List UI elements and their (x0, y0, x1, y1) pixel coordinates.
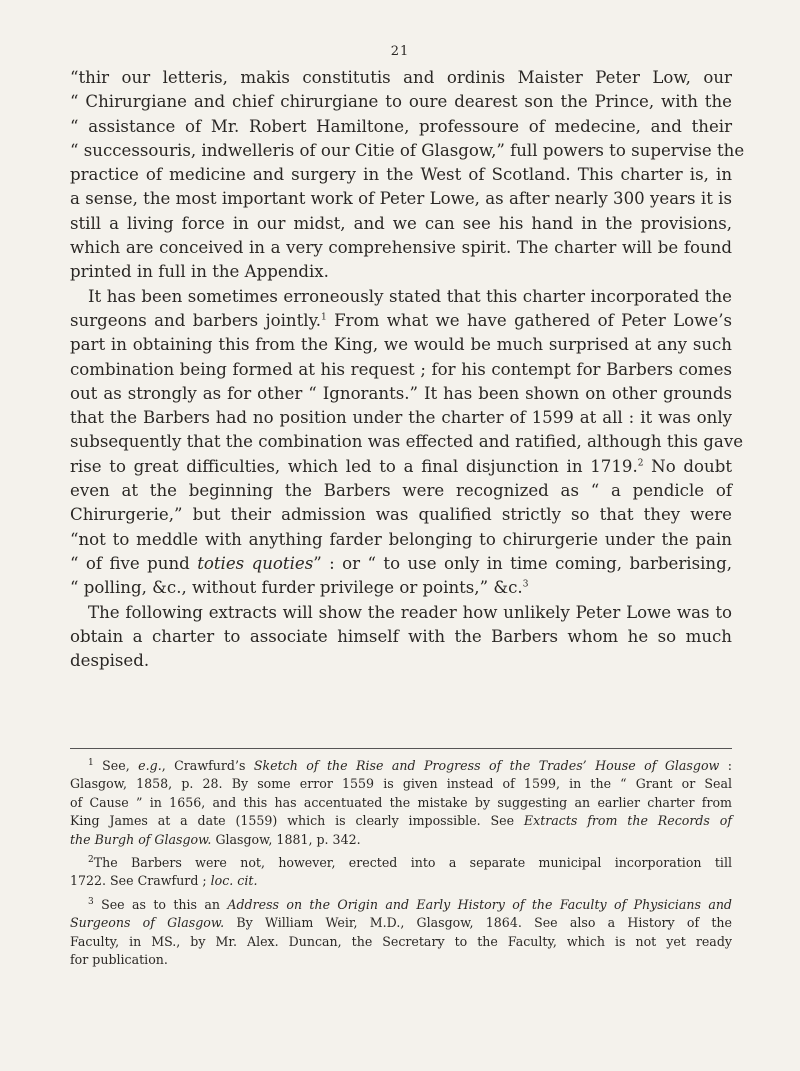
italic-phrase: Sketch of the Rise and Progress of the Trades’ House of Glasgow (253, 758, 720, 773)
text-segment: From what we have gathered of Peter Lowe’s (326, 310, 732, 330)
text-line: printed in full in the Appendix. (70, 262, 329, 282)
text-line: “ successouris, indwelleris of our Citie of Glasgow,” full powers to supervise the (70, 140, 745, 160)
text-segment: “ of five pund (70, 553, 198, 573)
text-line (70, 455, 732, 479)
body-text (70, 66, 745, 673)
italic-phrase: Address on the Origin and Early History of the Faculty of Physicians and (227, 896, 732, 912)
text-line: “ assistance of Mr. Robert Hamiltone, professoure of medecine, and their (70, 116, 732, 136)
footnote-ref: 2 (637, 458, 644, 469)
text-line: “thir our letteris, makis constitutis and ordinis Maister Peter Low, our (70, 68, 732, 87)
footnote-line (70, 872, 732, 890)
text-line (70, 552, 732, 576)
text-line (70, 309, 732, 333)
text-line: obtain a charter to associate himself with the Barbers whom he so much (70, 626, 732, 646)
text-line: still a living force in our midst, and we can see his hand in the provisions, (70, 213, 732, 233)
text-line: “not to meddle with anything farder belonging to chirurgerie under the pain (70, 529, 732, 549)
footnote-line (70, 854, 732, 872)
footnote-2 (70, 854, 732, 891)
footnote-line (70, 914, 732, 932)
footnote-ref: 3 (522, 579, 529, 590)
text-line: even at the beginning the Barbers were recognized as “ a pendicle of (70, 481, 732, 501)
footnote-mark: 1 (88, 757, 94, 768)
italic-phrase: loc. cit. (210, 873, 258, 889)
text-segment: See, (93, 758, 139, 773)
footnote-mark: 3 (88, 896, 94, 907)
text-line (70, 576, 732, 600)
footnote-line (70, 812, 732, 830)
text-segment: : (719, 758, 733, 773)
text-line: combination being formed at his request ; for his contempt for Barbers comes (70, 359, 732, 379)
text-segment: The Barbers were not, however, erected into a separate municipal incorporation till (93, 855, 732, 871)
text-line: The following extracts will show the reader how unlikely Peter Lowe was to (88, 602, 732, 622)
text-segment: rise to great difficulties, which led to a final disjunction in 1719. (70, 456, 638, 476)
italic-phrase: e.g. (138, 758, 162, 773)
text-segment: Glasgow, 1881, p. 342. (211, 831, 361, 847)
text-line: which are conceived in a very comprehensive spirit. The charter will be found (70, 238, 732, 258)
footnote-line: of Cause ” in 1656, and this has accentuated the mistake by suggesting an earlier charter from (70, 794, 732, 810)
text-segment: King James at a date (1559) which is clearly impossible. See (70, 813, 524, 829)
text-line: “ Chirurgiane and chief chirurgiane to oure dearest son the Prince, with the (70, 92, 732, 112)
text-line: It has been sometimes erroneously stated that this charter incorporated the (88, 286, 732, 306)
footnote-line: Glasgow, 1858, p. 28. By some error 1559 is given instead of 1599, in the “ Grant or Seal (70, 776, 732, 792)
text-line: Chirurgerie,” but their admission was qualified strictly so that they were (70, 505, 732, 525)
text-segment: surgeons and barbers jointly. (70, 310, 322, 330)
text-segment: ” : or “ to use only in time coming, barberising, (313, 553, 732, 573)
footnote-ref: 1 (321, 312, 327, 323)
text-line: practice of medicine and surgery in the West of Scotland. This charter is, in (70, 165, 732, 185)
text-segment: By William Weir, M.D., Glasgow, 1864. See also a History of the (224, 915, 732, 931)
footnote-divider (70, 748, 732, 749)
text-segment: See as to this an (93, 896, 228, 912)
page-number: 21 (390, 44, 410, 59)
text-line: that the Barbers had no position under the charter of 1599 at all : it was only (70, 408, 732, 428)
footnote-line (70, 831, 732, 849)
footnote-line (70, 896, 732, 914)
text-segment: “ polling, &c., without furder privilege or points,” &c. (70, 578, 523, 598)
footnote-1 (70, 757, 732, 849)
footnote-line (70, 757, 732, 775)
text-line: out as strongly as for other “ Ignorants.” It has been shown on other grounds (70, 383, 732, 403)
footnote-3 (70, 896, 732, 970)
text-line: despised. (70, 651, 150, 671)
text-line: a sense, the most important work of Peter Lowe, as after nearly 300 years it is (70, 189, 732, 209)
italic-phrase: the Burgh of Glasgow. (70, 831, 212, 847)
text-line: part in obtaining this from the King, we would be much surprised at any such (70, 335, 732, 355)
italic-phrase: toties quoties (197, 553, 314, 573)
footnote-line: for publication. (70, 952, 168, 968)
text-segment: , Crawfurd’s (161, 758, 254, 773)
italic-phrase: Surgeons of Glasgow. (70, 915, 225, 931)
text-segment: 1722. See Crawfurd ; (70, 873, 211, 889)
italic-phrase: Extracts from the Records of (523, 813, 732, 829)
text-line: subsequently that the combination was effected and ratified, although this gave (70, 432, 744, 452)
footnote-mark: 2 (88, 854, 94, 865)
footnotes (70, 757, 732, 974)
text-segment: No doubt (643, 456, 732, 476)
footnote-line: Faculty, in MS., by Mr. Alex. Duncan, the Secretary to the Faculty, which is not yet ready (70, 933, 732, 949)
